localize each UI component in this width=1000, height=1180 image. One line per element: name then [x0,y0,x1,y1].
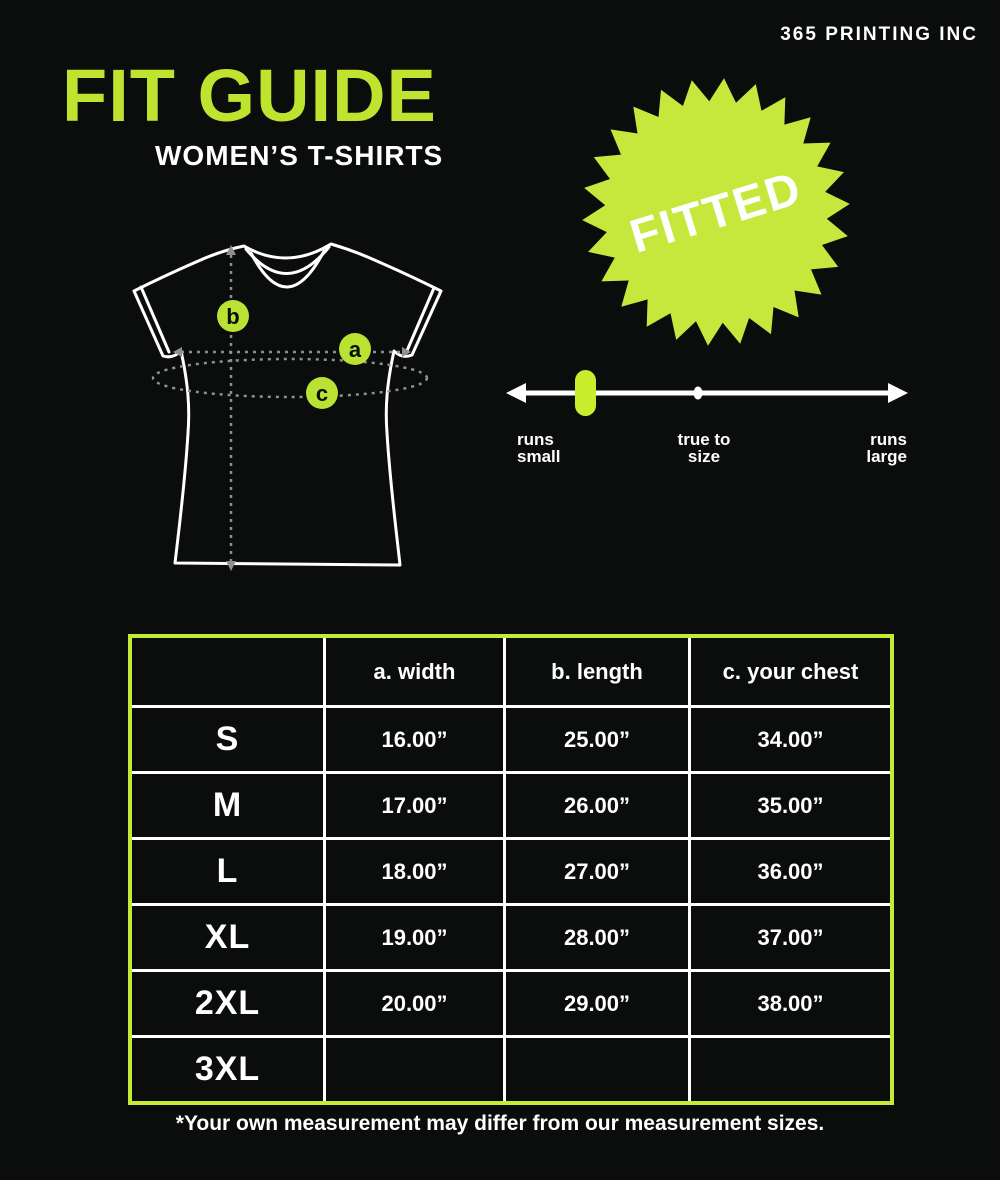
table-row-size: XL [132,903,323,969]
table-cell-chest: 34.00” [688,705,890,771]
table-cell-chest: 35.00” [688,771,890,837]
brand-name: 365 PRINTING INC [780,24,978,45]
table-header-chest: c. your chest [688,638,890,705]
marker-c-label: c [315,381,329,406]
page-subtitle: WOMEN’S T-SHIRTS [155,140,444,171]
table-row-size: 2XL [132,969,323,1035]
tshirt-outline [134,244,441,565]
table-cell-width: 18.00” [323,837,503,903]
table-header-width: a. width [323,638,503,705]
table-cell-length: 29.00” [503,969,688,1035]
scale-arrow-left-icon [506,383,526,403]
tshirt-diagram [105,225,475,585]
scale-arrow-right-icon [888,383,908,403]
fit-marker-pill [575,370,596,416]
table-cell-length [503,1035,688,1101]
table-cell-length: 28.00” [503,903,688,969]
badge-label: FITTED [623,160,808,263]
table-cell-width [323,1035,503,1101]
table-cell-length: 25.00” [503,705,688,771]
table-header-empty [132,638,323,705]
marker-a-label: a [348,337,362,362]
table-cell-width: 16.00” [323,705,503,771]
table-cell-length: 27.00” [503,837,688,903]
table-cell-chest: 37.00” [688,903,890,969]
table-cell-chest [688,1035,890,1101]
scale-label-runs-large: runs large [866,430,907,466]
table-cell-length: 26.00” [503,771,688,837]
table-cell-chest: 36.00” [688,837,890,903]
page-title: FIT GUIDE [62,54,437,137]
table-cell-chest: 38.00” [688,969,890,1035]
table-header-length: b. length [503,638,688,705]
marker-b-label: b [226,304,240,329]
scale-label-runs-small: runs small [517,430,561,466]
measurement-footnote: *Your own measurement may differ from our measurement sizes. [175,1112,825,1135]
length-arrow-down-icon [226,561,236,571]
table-cell-width: 19.00” [323,903,503,969]
fit-scale [498,364,918,424]
table-row-size: S [132,705,323,771]
table-cell-width: 20.00” [323,969,503,1035]
table-cell-width: 17.00” [323,771,503,837]
table-row-size: L [132,837,323,903]
size-table [128,634,894,1105]
true-to-size-dot [694,387,703,400]
scale-label-true-to-size: true to size [677,430,731,466]
fitted-badge [569,65,863,359]
table-row-size: 3XL [132,1035,323,1101]
table-row-size: M [132,771,323,837]
